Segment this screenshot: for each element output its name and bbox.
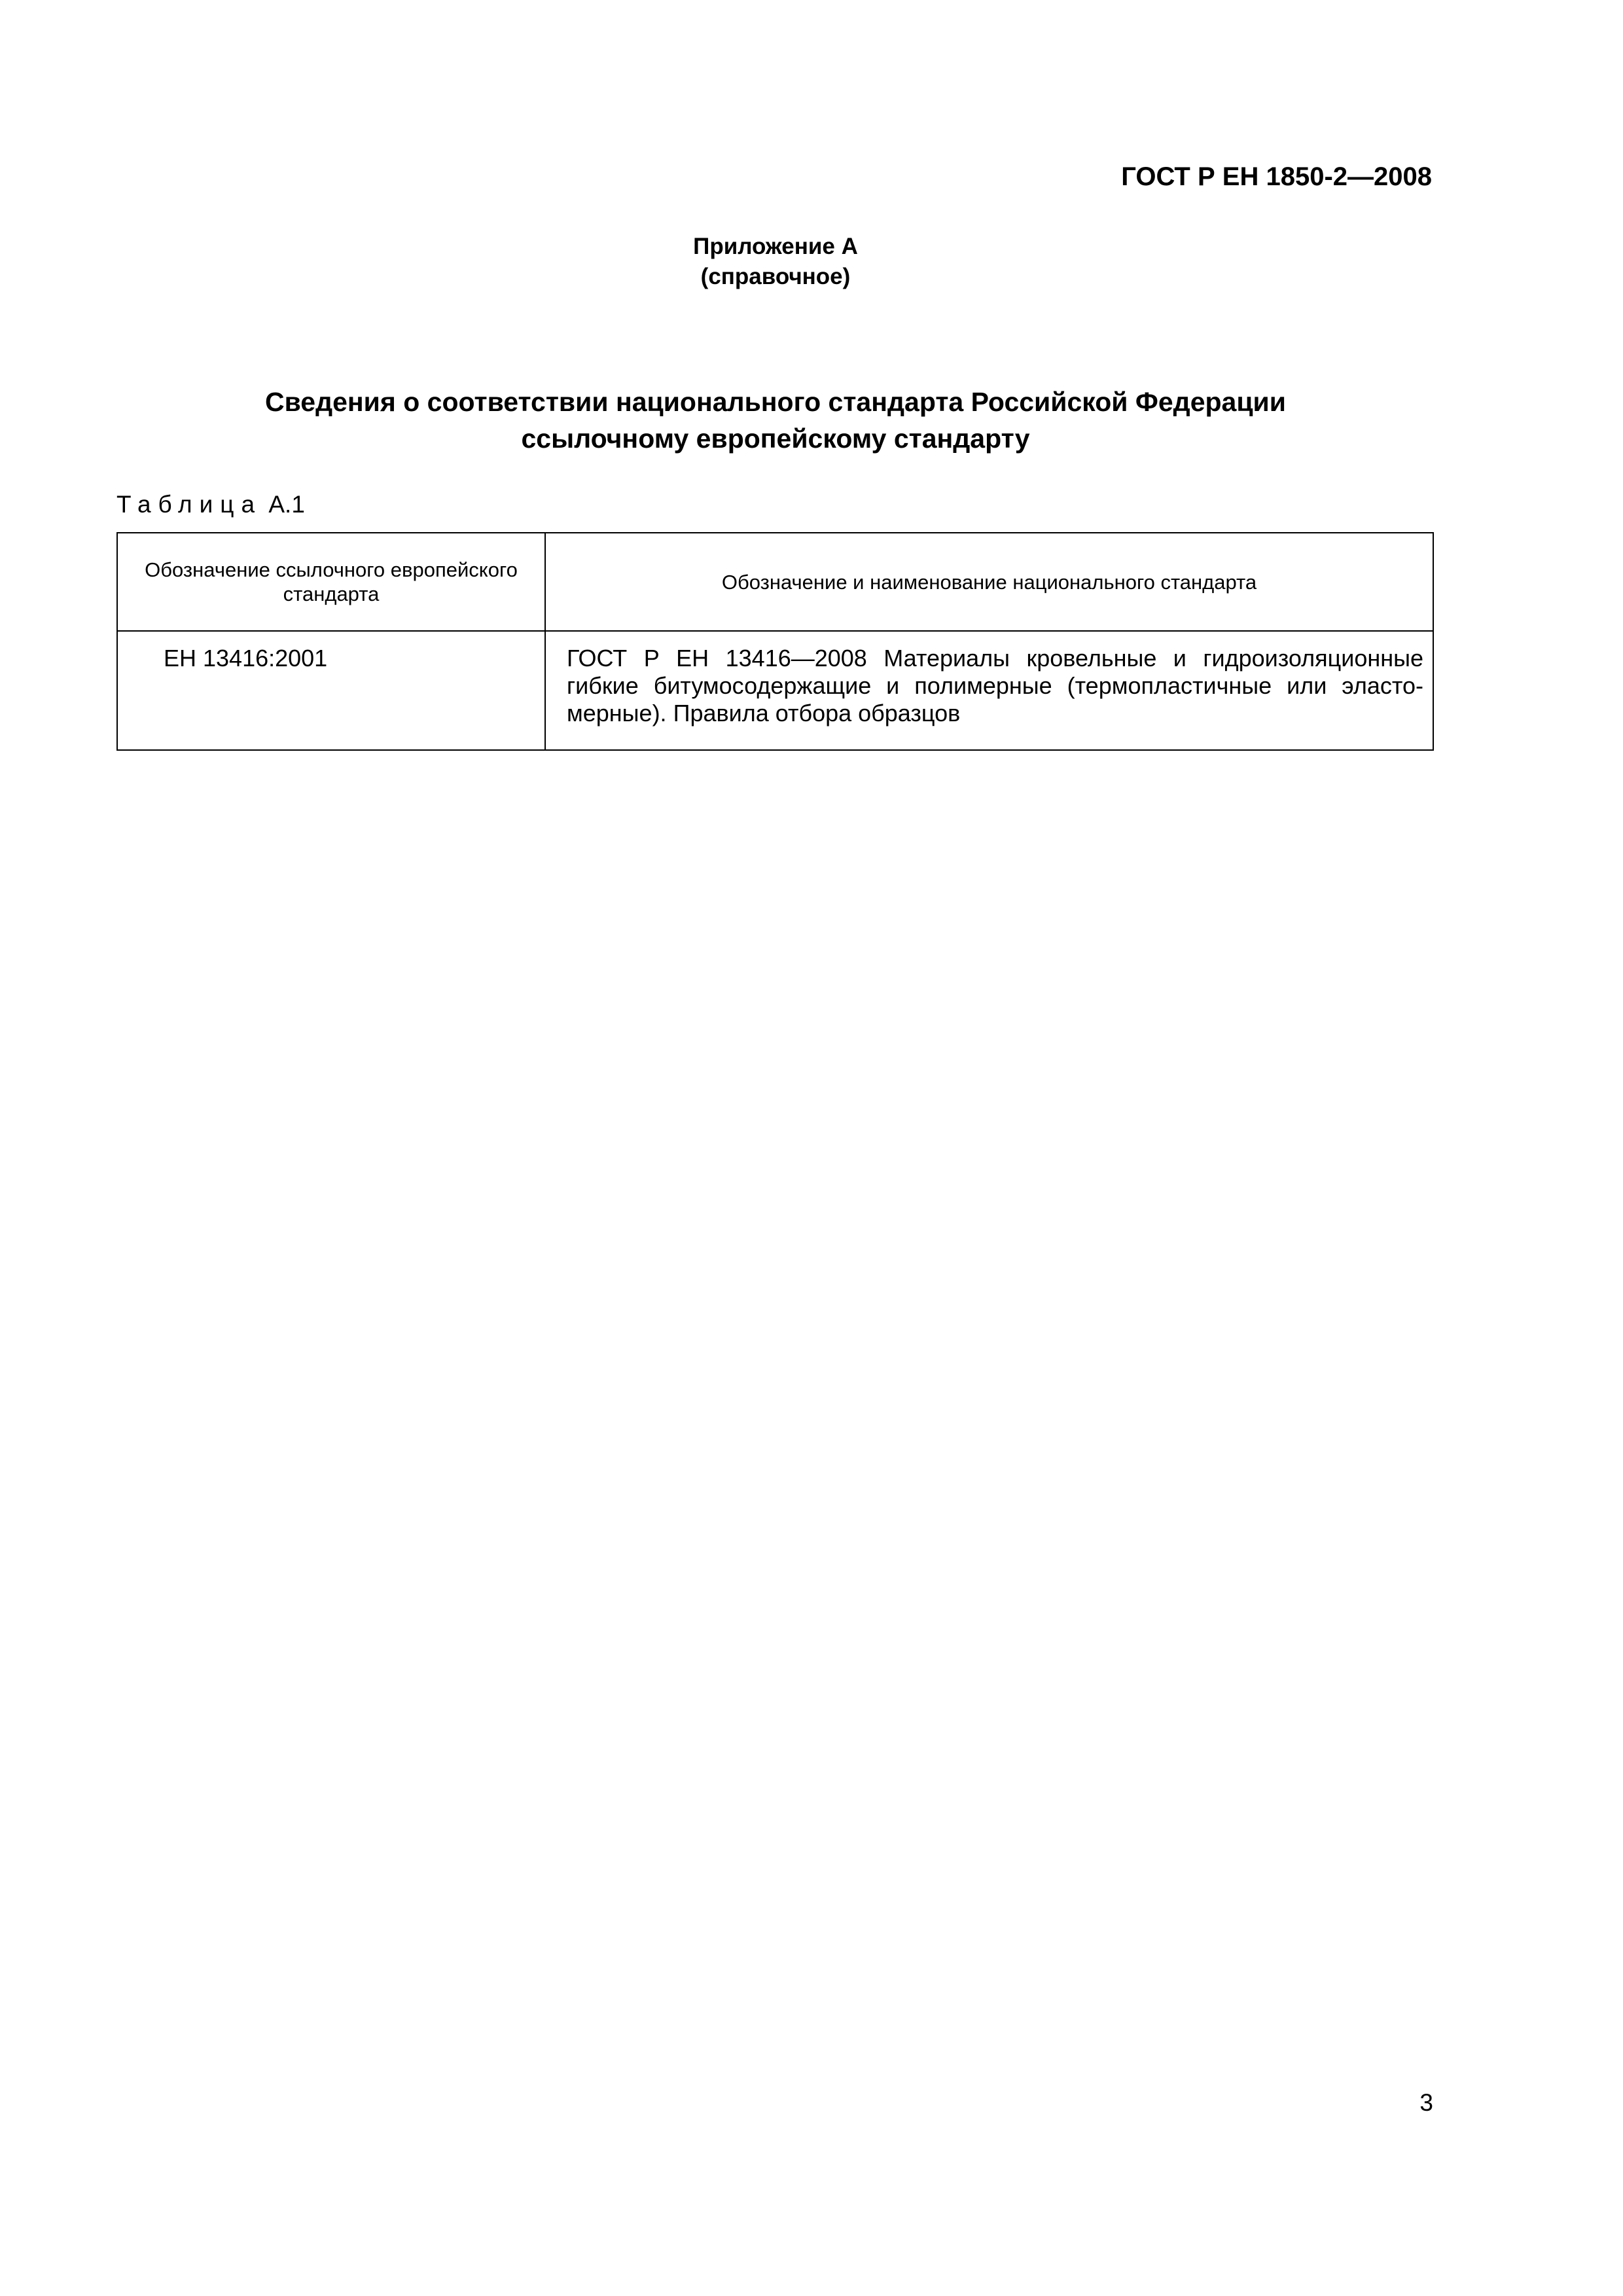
annex-title: Приложение А [693, 234, 858, 259]
section-heading-line-1: Сведения о соответствии национального стандарта Российской Федерации [265, 387, 1286, 417]
table-row [117, 631, 1433, 750]
column-header-european-standard: Обозначение ссылочного европейского стандарта [117, 533, 545, 631]
correspondence-table [116, 532, 1434, 751]
table-header-row [117, 533, 1433, 631]
cell-national-standard: ГОСТ Р ЕН 13416—2008 Материалы кровельные и гидроизоляционные гибкие битумосодержащие и полимерные (термопластичные или эластомерные). Правила отбора образцов [545, 631, 1433, 750]
table-caption-number: А.1 [268, 491, 305, 518]
document-code: ГОСТ Р ЕН 1850-2—2008 [1121, 162, 1432, 191]
column-header-national-standard: Обозначение и наименование национального стандарта [545, 533, 1433, 631]
cell-european-standard: ЕН 13416:2001 [117, 631, 545, 750]
page-number: 3 [1419, 2089, 1433, 2116]
table-caption [116, 491, 305, 518]
annex-type: (справочное) [700, 264, 851, 289]
table-caption-word: Таблица [116, 491, 262, 518]
section-heading-line-2: ссылочному европейскому стандарту [521, 423, 1030, 454]
